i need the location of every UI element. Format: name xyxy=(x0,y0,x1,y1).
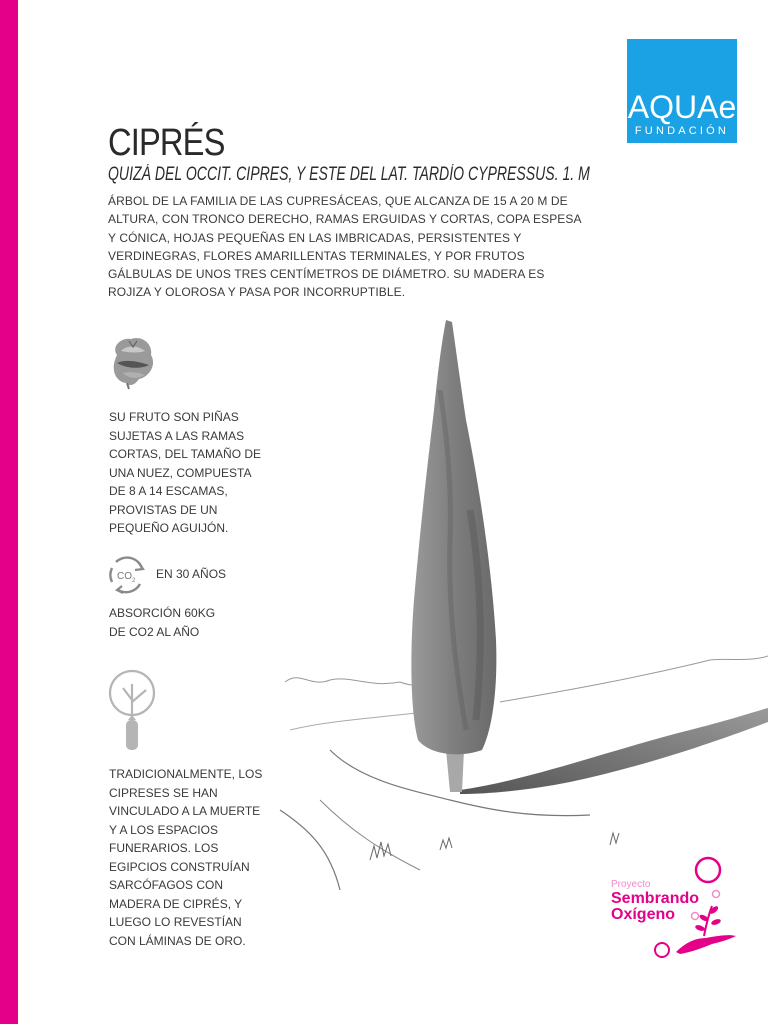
fruit-line: DE 8 A 14 ESCAMAS, xyxy=(109,484,228,498)
badge-name-line: Oxígeno xyxy=(611,906,676,923)
description xyxy=(108,192,582,302)
history-text xyxy=(109,765,262,950)
badge-project-name xyxy=(611,891,699,923)
history-line: SARCÓFAGOS CON xyxy=(109,878,224,892)
co2-period: EN 30 AÑOS xyxy=(156,567,227,581)
fruit-line: SUJETAS A LAS RAMAS xyxy=(109,428,245,443)
aquae-fundacion-logo xyxy=(627,39,737,143)
tree-icon xyxy=(107,668,157,750)
history-line: CON LÁMINAS DE ORO. xyxy=(109,933,246,948)
fruit-description xyxy=(109,408,261,538)
history-line: LUEGO LO REVESTÍAN xyxy=(109,915,242,929)
fruit-line: SU FRUTO SON PIÑAS xyxy=(109,410,239,424)
pine-cone-icon xyxy=(107,333,159,391)
fruit-line: PEQUEÑO AGUIJÓN. xyxy=(109,521,229,535)
history-line: EGIPCIOS CONSTRUÍAN xyxy=(109,859,250,874)
cypress-illustration xyxy=(270,310,768,900)
badge-label: Proyecto xyxy=(611,879,651,890)
project-badge xyxy=(596,852,746,962)
description-line: VERDINEGRAS, FLORES AMARILLENTAS TERMINALES, Y POR FRUTOS xyxy=(108,248,525,263)
description-line: ROJIZA Y OLOROSA Y PASA POR INCORRUPTIBLE. xyxy=(108,285,406,300)
fruit-line: UNA NUEZ, COMPUESTA xyxy=(109,465,252,480)
etymology-subtitle: QUIZÁ DEL OCCIT. CIPRES, Y ESTE DEL LAT. TARDÍO CYPRESSUS. 1. M xyxy=(108,164,590,185)
fruit-line: PROVISTAS DE UN xyxy=(109,502,218,517)
description-line: GÁLBULAS DE UNOS TRES CENTÍMETROS DE DIÁMETRO. SU MADERA ES xyxy=(108,267,545,282)
svg-text:CO: CO xyxy=(117,571,132,582)
history-line: MADERA DE CIPRÉS, Y xyxy=(109,896,243,911)
description-line: ÁRBOL DE LA FAMILIA DE LAS CUPRESÁCEAS, QUE ALCANZA DE 15 A 20 M DE xyxy=(108,194,568,208)
svg-text:2: 2 xyxy=(132,578,136,584)
logo-wordmark: AQUAe xyxy=(627,89,737,125)
fruit-line: CORTAS, DEL TAMAÑO DE xyxy=(109,447,262,461)
absorption-line: ABSORCIÓN 60KG xyxy=(109,606,216,620)
logo-subtitle: FUNDACIÓN xyxy=(634,125,730,137)
page-title: CIPRÉS xyxy=(108,122,225,164)
description-line: ALTURA, CON TRONCO DERECHO, RAMAS ERGUIDAS Y CORTAS, COPA ESPESA xyxy=(108,212,582,227)
co2-absorption xyxy=(109,604,215,642)
accent-side-bar xyxy=(0,0,18,1024)
co2-cycle-icon xyxy=(106,556,148,594)
history-line: FUNERARIOS. LOS xyxy=(109,841,219,855)
history-line: CIPRESES SE HAN xyxy=(109,785,218,800)
badge-name-line: Sembrando xyxy=(611,890,700,907)
description-line: Y CÓNICA, HOJAS PEQUEÑAS EN LAS IMBRICADAS, PERSISTENTES Y xyxy=(108,230,522,245)
history-line: TRADICIONALMENTE, LOS xyxy=(109,767,263,781)
absorption-line: DE CO2 AL AÑO xyxy=(109,625,200,639)
history-line: Y A LOS ESPACIOS xyxy=(109,822,218,837)
history-line: VINCULADO A LA MUERTE xyxy=(109,804,261,818)
